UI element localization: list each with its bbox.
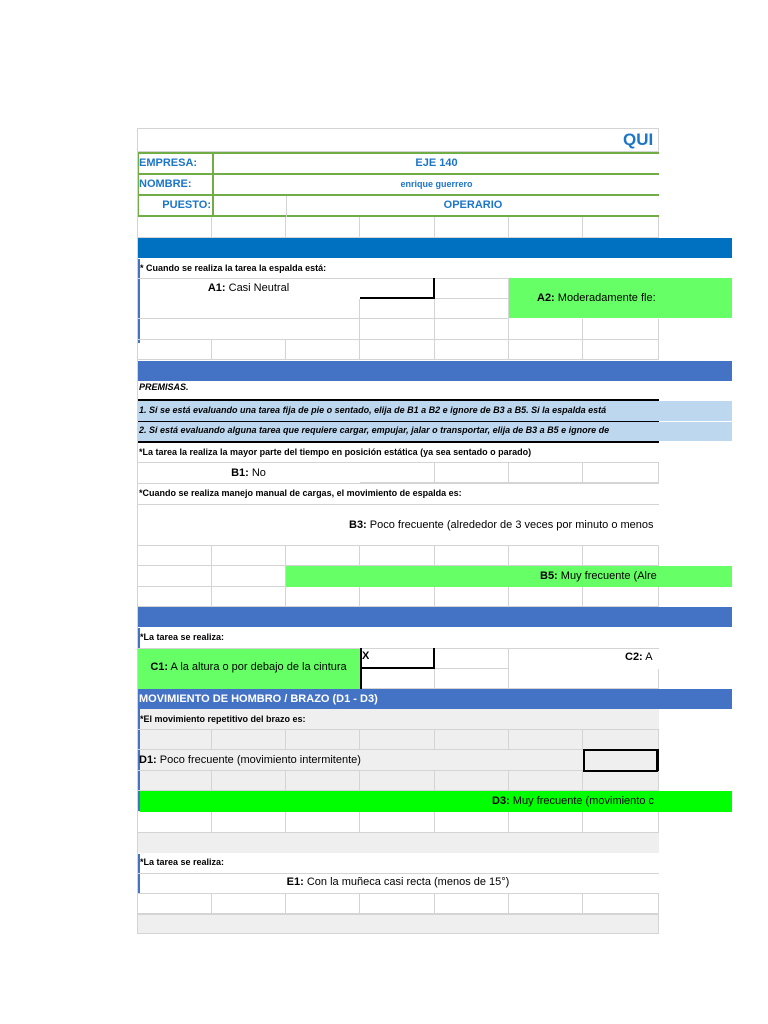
empresa-label: EMPRESA: xyxy=(139,157,198,169)
title-row xyxy=(137,128,659,152)
option-a2[interactable] xyxy=(537,292,659,304)
option-e1[interactable] xyxy=(137,876,659,888)
a1-text: Casi Neutral xyxy=(228,282,290,294)
d3-text: Muy frecuente (movimiento c xyxy=(512,795,655,807)
cargas-question: *Cuando se realiza manejo manual de cargas, el movimiento de espalda es: xyxy=(139,488,462,498)
premisas-heading: PREMISAS. xyxy=(139,382,189,392)
b1-text: No xyxy=(251,467,266,479)
section-c-band xyxy=(137,607,732,627)
option-c1[interactable] xyxy=(137,661,360,673)
section-c-question: *La tarea se realiza: xyxy=(140,632,225,642)
e1-code: E1: xyxy=(286,876,304,888)
a1-code: A1: xyxy=(207,282,226,294)
static-question: *La tarea la realiza la mayor parte del tiempo en posición estática (ya sea sentado o parado) xyxy=(139,447,532,457)
premise-2: 2. Si está evaluando alguna tarea que requiere cargar, empujar, jalar o transportar, elija de B3 a B5 e ignore de xyxy=(139,425,610,435)
option-b3[interactable] xyxy=(349,519,659,531)
option-b1[interactable] xyxy=(137,467,360,479)
c1-checkbox[interactable] xyxy=(360,648,435,669)
c1-text: A la altura o por debajo de la cintura xyxy=(170,661,347,673)
section-b-band xyxy=(137,361,732,381)
b5-highlight xyxy=(286,566,732,587)
c2-code: C2: xyxy=(625,651,643,663)
b3-text: Poco frecuente (alrededor de 3 veces por minuto o menos xyxy=(369,519,654,531)
option-d1[interactable] xyxy=(139,754,361,766)
nombre-label: NOMBRE: xyxy=(139,178,192,190)
section-a-question: * Cuando se realiza la tarea la espalda está: xyxy=(140,263,327,273)
e1-text: Con la muñeca casi recta (menos de 15°) xyxy=(306,876,510,888)
premise-1: 1. Si se está evaluando una tarea fija de pie o sentado, elija de B1 a B2 e ignore de B3 a B5. Si la espalda está xyxy=(139,405,607,415)
section-d-title: MOVIMIENTO DE HOMBRO / BRAZO (D1 - D3) xyxy=(139,693,378,705)
option-d3[interactable] xyxy=(492,795,659,807)
a1-checkbox[interactable] xyxy=(360,278,435,299)
bottom-row xyxy=(137,914,659,934)
b5-code: B5: xyxy=(540,570,558,582)
a2-code: A2: xyxy=(537,292,555,304)
b1-code: B1: xyxy=(231,467,249,479)
c1-code: C1: xyxy=(150,661,169,673)
puesto-label: PUESTO: xyxy=(162,199,211,211)
c2-text: A xyxy=(645,651,653,663)
option-a1[interactable] xyxy=(137,282,360,294)
spreadsheet xyxy=(137,128,732,934)
d1-code: D1: xyxy=(139,754,157,766)
d1-checkbox[interactable] xyxy=(583,749,659,772)
a2-text: Moderadamente fle: xyxy=(557,292,656,304)
empresa-value[interactable]: EJE 140 xyxy=(415,157,458,169)
b3-code: B3: xyxy=(349,519,367,531)
c1-x-mark: X xyxy=(362,650,370,662)
option-b5[interactable] xyxy=(540,570,659,582)
section-e-question: *La tarea se realiza: xyxy=(140,857,225,867)
d1-text: Poco frecuente (movimiento intermitente) xyxy=(159,754,361,766)
b5-text: Muy frecuente (Alre xyxy=(560,570,657,582)
sheet-title: QUI xyxy=(623,130,654,149)
d3-code: D3: xyxy=(492,795,510,807)
puesto-value[interactable]: OPERARIO xyxy=(443,199,503,211)
section-e-header xyxy=(137,833,659,853)
option-c2[interactable] xyxy=(625,651,659,663)
section-a-band xyxy=(137,238,732,258)
section-d-question: *El movimiento repetitivo del brazo es: xyxy=(140,714,306,724)
nombre-value[interactable]: enrique guerrero xyxy=(400,179,473,189)
